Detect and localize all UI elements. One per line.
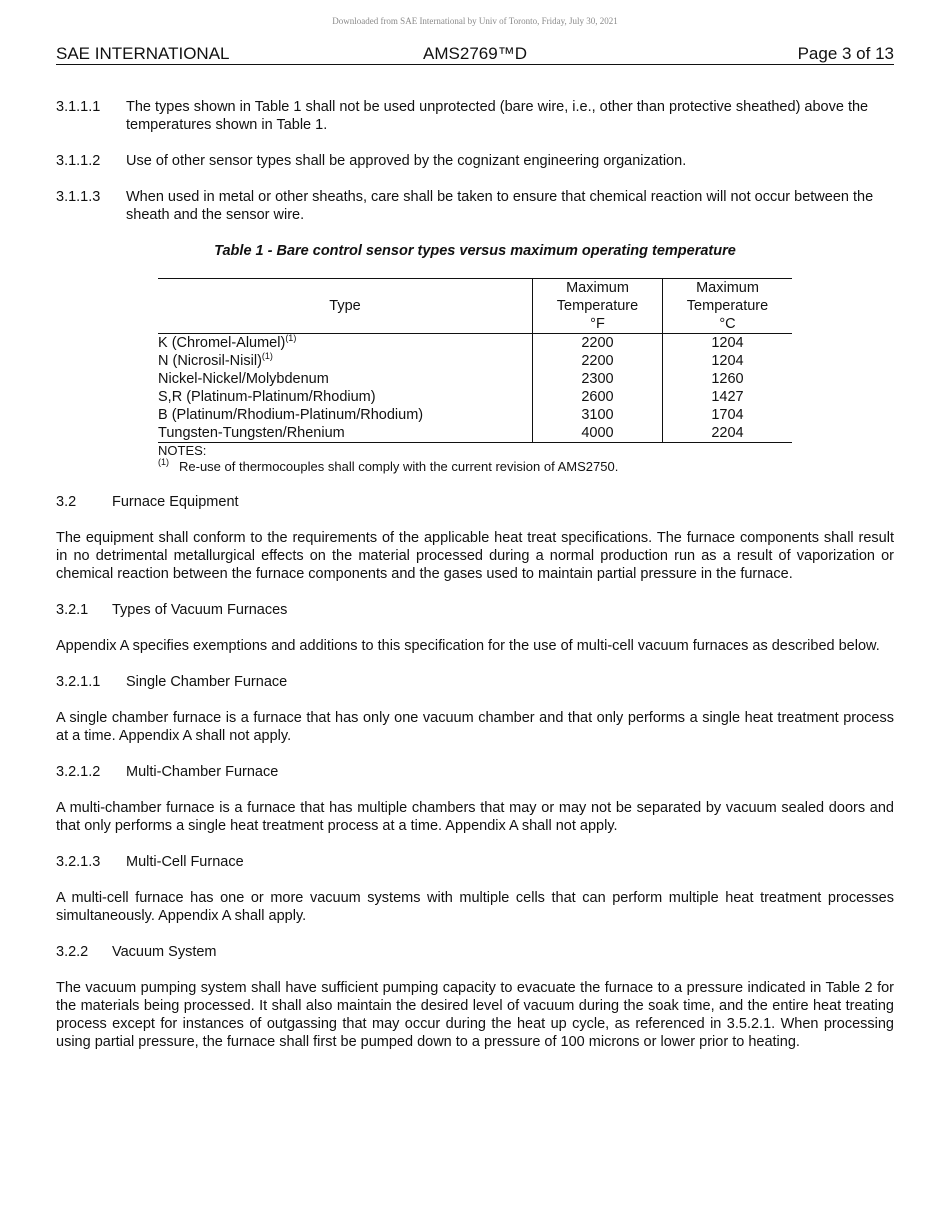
cell-type: Nickel-Nickel/Molybdenum [158,371,329,387]
col-header-max-c [663,279,793,334]
heading-number: 3.2.1 [56,602,89,618]
cell-max-c: 1427 [663,388,793,406]
heading-number: 3.2 [56,494,77,510]
cell-max-c: 2204 [663,424,793,443]
heading-title: Vacuum System [112,944,217,960]
page-header [56,44,894,65]
table-row [158,352,792,370]
clause-number: 3.1.1.1 [56,99,101,115]
col-header-line: Temperature [556,298,639,314]
table-row [158,370,792,388]
col-header-line: Maximum [566,280,629,296]
table-note-1 [158,459,792,475]
heading-title: Single Chamber Furnace [126,674,288,690]
paragraph-3-2-2: The vacuum pumping system shall have sufficient pumping capacity to evacuate the furnace to a pressure indicated in Table 2 for the materials being processed. It shall also maintain the desired level of vacuum during the soak time, and the entire heat treating process except for instances of outgassing that may occur during the heat up cycle, as referenced in 3.5.2.1. When processing using partial pressure, the furnace shall first be pumped down to a pressure of 100 microns or lower prior to heating. [56,980,894,1050]
download-watermark: Downloaded from SAE International by Univ of Toronto, Friday, July 30, 2021 [332,16,618,26]
clause-3-1-1-1 [56,98,894,134]
table-row [158,424,792,443]
col-header-max-f [533,279,663,334]
table-1-notes [158,443,792,475]
cell-type: B (Platinum/Rhodium-Platinum/Rhodium) [158,407,424,423]
col-header-line: Temperature [686,298,769,314]
cell-max-c: 1204 [663,334,793,353]
clause-number: 3.1.1.2 [56,153,101,169]
paragraph-3-2-1-2: A multi-chamber furnace is a furnace that has multiple chambers that may or may not be separated by vacuum sealed doors and that only performs a single heat treatment process at a time. Appendix A shall not apply. [56,800,894,834]
heading-title: Multi-Cell Furnace [126,854,244,870]
cell-max-c: 1204 [663,352,793,370]
clause-text: Use of other sensor types shall be approved by the cognizant engineering organization. [126,153,687,169]
cell-max-f: 2300 [533,370,663,388]
heading-number: 3.2.1.2 [56,764,101,780]
table-row [158,388,792,406]
clause-text: The types shown in Table 1 shall not be used unprotected (bare wire, i.e., other than protective sheathed) above the temperatures shown in Table 1. [126,99,869,133]
clause-text: When used in metal or other sheaths, care shall be taken to ensure that chemical reaction will not occur between the sheath and the sensor wire. [126,189,874,223]
page-number: Page 3 of 13 [797,44,894,63]
table-row [158,406,792,424]
cell-max-f: 2600 [533,388,663,406]
cell-max-f: 2200 [533,352,663,370]
document-id: AMS2769™D [423,44,527,63]
table-header-row [158,279,792,334]
cell-type: Tungsten-Tungsten/Rhenium [158,425,345,441]
note-ref: (1) [285,333,297,343]
note-mark: (1) [158,457,169,467]
col-header-line: °C [719,316,736,332]
heading-3-2 [56,493,894,511]
heading-3-2-1 [56,601,894,619]
heading-title: Types of Vacuum Furnaces [112,602,288,618]
paragraph-3-2-1-3: A multi-cell furnace has one or more vacuum systems with multiple cells that can perform multiple heat treatment processes simultaneously. Appendix A shall apply. [56,890,894,924]
cell-max-c: 1260 [663,370,793,388]
clause-number: 3.1.1.3 [56,189,101,205]
cell-max-f: 3100 [533,406,663,424]
table-row [158,334,792,353]
paragraph-3-2-1: Appendix A specifies exemptions and additions to this specification for the use of multi-cell vacuum furnaces as described below. [56,638,880,654]
heading-3-2-1-1 [56,673,894,691]
heading-number: 3.2.1.3 [56,854,101,870]
paragraph-3-2-1-1: A single chamber furnace is a furnace that has only one vacuum chamber and that only performs a single heat treatment process at a time. Appendix A shall not apply. [56,710,894,744]
cell-max-f: 4000 [533,424,663,443]
col-header-line: Maximum [696,280,759,296]
heading-title: Furnace Equipment [112,494,239,510]
notes-label: NOTES: [158,443,207,458]
cell-type: S,R (Platinum-Platinum/Rhodium) [158,389,376,405]
col-header-type: Type [158,279,533,334]
document-body [56,98,894,1069]
clause-3-1-1-2 [56,152,894,170]
table-1-caption: Table 1 - Bare control sensor types versus maximum operating temperature [214,243,736,259]
heading-3-2-2 [56,943,894,961]
heading-number: 3.2.1.1 [56,674,101,690]
note-text: Re-use of thermocouples shall comply with the current revision of AMS2750. [179,459,619,474]
col-header-line: °F [590,316,605,332]
heading-title: Multi-Chamber Furnace [126,764,279,780]
cell-max-c: 1704 [663,406,793,424]
heading-3-2-1-2 [56,763,894,781]
clause-3-1-1-3 [56,188,894,224]
paragraph-3-2: The equipment shall conform to the requirements of the applicable heat treat specifications. The furnace components shall result in no detrimental metallurgical effects on the material processed during a normal production run as a result of vaporization or chemical reaction between the furnace components and the gases used to maintain partial pressure in the furnace. [56,530,894,582]
publisher-name: SAE INTERNATIONAL [56,44,230,63]
heading-number: 3.2.2 [56,944,89,960]
cell-type: K (Chromel-Alumel)$^{(1)}$ [158,333,297,351]
cell-max-f: 2200 [533,334,663,353]
cell-type: N (Nicrosil-Nisil)$^{(1)}$ [158,351,273,369]
table-1 [158,278,792,443]
note-ref: (1) [261,351,273,361]
heading-3-2-1-3 [56,853,894,871]
